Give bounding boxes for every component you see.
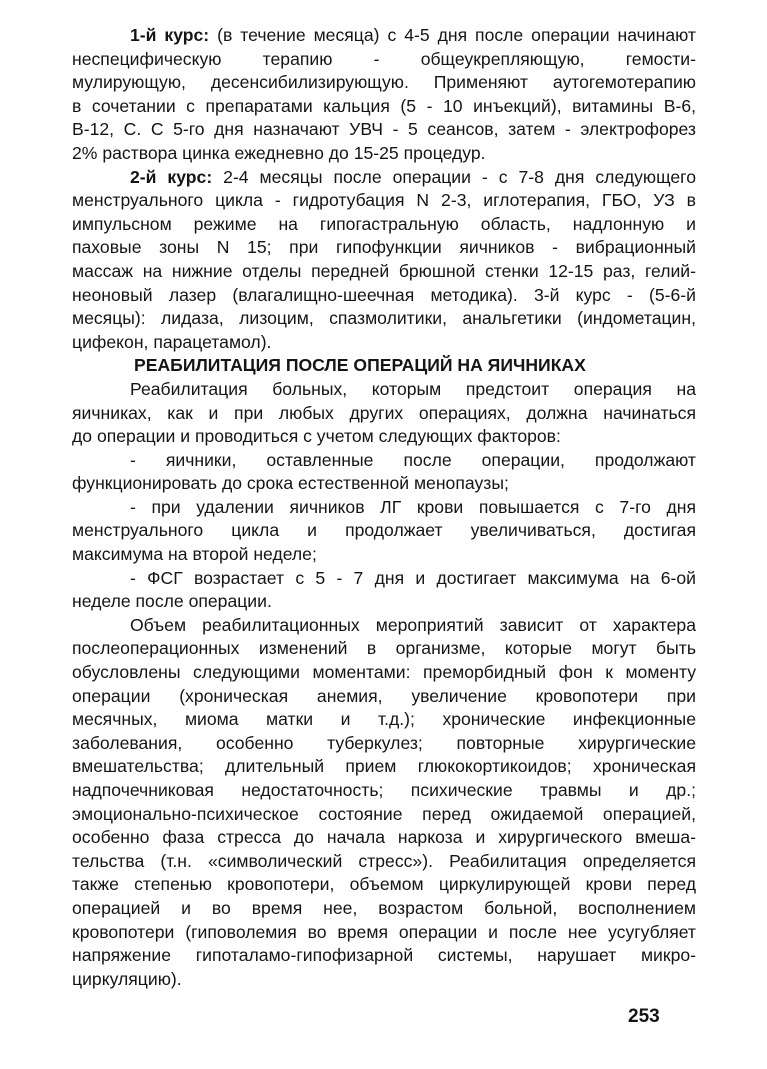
- text-line: [72, 968, 696, 992]
- text-line: [72, 543, 696, 567]
- line-text: Реабилитация больных, которым предстоит операция на: [130, 378, 696, 399]
- line-text: максимума на второй неделе;: [72, 544, 317, 565]
- line-text: операцией и во время нее, возрастом больной, восполнением: [72, 897, 696, 918]
- line-text: напряжение гипоталамо-гипофизарной системы, нарушает микро-: [72, 945, 696, 966]
- text-line: [72, 402, 696, 426]
- line-text: особенно фаза стресса до начала наркоза и хирургического вмеша-: [72, 827, 696, 848]
- line-text: 2-4 месяцы после операции - с 7-8 дня следующего: [212, 166, 696, 187]
- text-line: [72, 921, 696, 945]
- text-line: [72, 307, 696, 331]
- bold-lead: 1-й курс:: [130, 25, 210, 45]
- line-text: надпочечниковая недостаточность; психические травмы и др.;: [72, 780, 696, 800]
- page-number: 253: [628, 1006, 660, 1027]
- line-text: неделе после операции.: [72, 591, 272, 612]
- text-line: [72, 944, 696, 968]
- text-line: [72, 755, 696, 779]
- text-line: [72, 118, 696, 142]
- line-text: (в течение месяца) с 4-5 дня после операции начинают: [209, 25, 696, 45]
- text-line: [72, 803, 696, 827]
- text-line: [72, 496, 696, 520]
- line-text: 2% раствора цинка ежедневно до 15-25 процедур.: [72, 142, 486, 163]
- text-line: [72, 732, 696, 756]
- line-text: яичниках, как и при любых других операциях, должна начинаться: [72, 402, 696, 423]
- text-line: [72, 48, 696, 72]
- text-line: [72, 189, 696, 213]
- text-line: [72, 779, 696, 803]
- text-line: [72, 685, 696, 709]
- text-line: [72, 166, 696, 190]
- text-line: [72, 260, 696, 284]
- line-text: менструального цикла и продолжает увеличиваться, достигая: [72, 520, 696, 541]
- line-text: менструального цикла - гидротубация N 2-3, иглотерапия, ГБО, УЗ в: [72, 190, 696, 211]
- line-text: заболевания, особенно туберкулез; повторные хирургические: [72, 732, 696, 753]
- text-line: [72, 897, 696, 921]
- text-line: [72, 378, 696, 402]
- line-text: неспецифическую терапию - общеукрепляющую, гемости-: [72, 48, 696, 69]
- text-line: [72, 519, 696, 543]
- line-text: вмешательства; длительный прием глюкокортикоидов; хроническая: [72, 756, 696, 777]
- text-line: [72, 590, 696, 614]
- line-text: Объем реабилитационных мероприятий зависит от характера: [130, 614, 696, 635]
- line-text: функционировать до срока естественной менопаузы;: [72, 473, 509, 494]
- line-text: до операции и проводиться с учетом следующих факторов:: [72, 426, 561, 447]
- line-text: также степенью кровопотери, объемом циркулирующей крови перед: [72, 874, 696, 895]
- line-text: в сочетании с препаратами кальция (5 - 10 инъекций), витамины В-6,: [72, 95, 696, 116]
- text-line: [72, 142, 696, 166]
- text-line: [72, 71, 696, 95]
- line-text: цифекон, парацетамол).: [72, 331, 272, 352]
- text-line: [72, 425, 696, 449]
- text-line: [72, 637, 696, 661]
- line-text: месяцы): лидаза, лизоцим, спазмолитики, анальгетики (индометацин,: [72, 308, 696, 329]
- text-line: [72, 873, 696, 897]
- line-text: массаж на нижние отделы передней брюшной стенки 12-15 раз, гелий-: [72, 260, 696, 281]
- text-line: [72, 449, 696, 473]
- text-line: [72, 472, 696, 496]
- bold-lead: РЕАБИЛИТАЦИЯ ПОСЛЕ ОПЕРАЦИЙ НА ЯИЧНИКАХ: [134, 355, 586, 376]
- line-text: тельства (т.н. «символический стресс»). Реабилитация определяется: [72, 850, 696, 871]
- line-text: импульсном режиме на гипогастральную область, надлонную и: [72, 213, 696, 234]
- page-body: [72, 24, 696, 991]
- bold-lead: 2-й курс:: [130, 166, 213, 187]
- text-line: [72, 95, 696, 119]
- text-line: [72, 24, 696, 48]
- line-text: кровопотери (гиповолемия во время операции и после нее усугубляет: [72, 921, 696, 942]
- text-line: [72, 331, 696, 355]
- line-text: операции (хроническая анемия, увеличение кровопотери при: [72, 685, 696, 706]
- section-heading: [72, 354, 696, 378]
- line-text: месячных, миома матки и т.д.); хронические инфекционные: [72, 709, 696, 730]
- line-text: паховые зоны N 15; при гипофункции яичников - вибрационный: [72, 237, 696, 258]
- line-text: мулирующую, десенсибилизирующую. Применяют аутогемотерапию: [72, 72, 696, 93]
- line-text: послеоперационных изменений в организме, которые могут быть: [72, 638, 696, 659]
- text-line: [72, 236, 696, 260]
- line-text: обусловлены следующими моментами: преморбидный фон к моменту: [72, 662, 696, 683]
- line-text: В-12, С. С 5-го дня назначают УВЧ - 5 сеансов, затем - электрофорез: [72, 119, 696, 140]
- line-text: - ФСГ возрастает с 5 - 7 дня и достигает максимума на 6-ой: [130, 567, 696, 588]
- line-text: неоновый лазер (влагалищно-шеечная методика). 3-й курс - (5-6-й: [72, 284, 696, 305]
- text-line: [72, 614, 696, 638]
- line-text: - при удалении яичников ЛГ крови повышается с 7-го дня: [130, 496, 696, 517]
- text-line: [72, 213, 696, 237]
- text-line: [72, 708, 696, 732]
- text-line: [72, 284, 696, 308]
- line-text: циркуляцию).: [72, 968, 182, 989]
- text-line: [72, 826, 696, 850]
- text-line: [72, 661, 696, 685]
- line-text: - яичники, оставленные после операции, продолжают: [130, 449, 696, 470]
- text-line: [72, 850, 696, 874]
- line-text: эмоционально-психическое состояние перед ожидаемой операцией,: [72, 803, 696, 824]
- text-line: [72, 567, 696, 591]
